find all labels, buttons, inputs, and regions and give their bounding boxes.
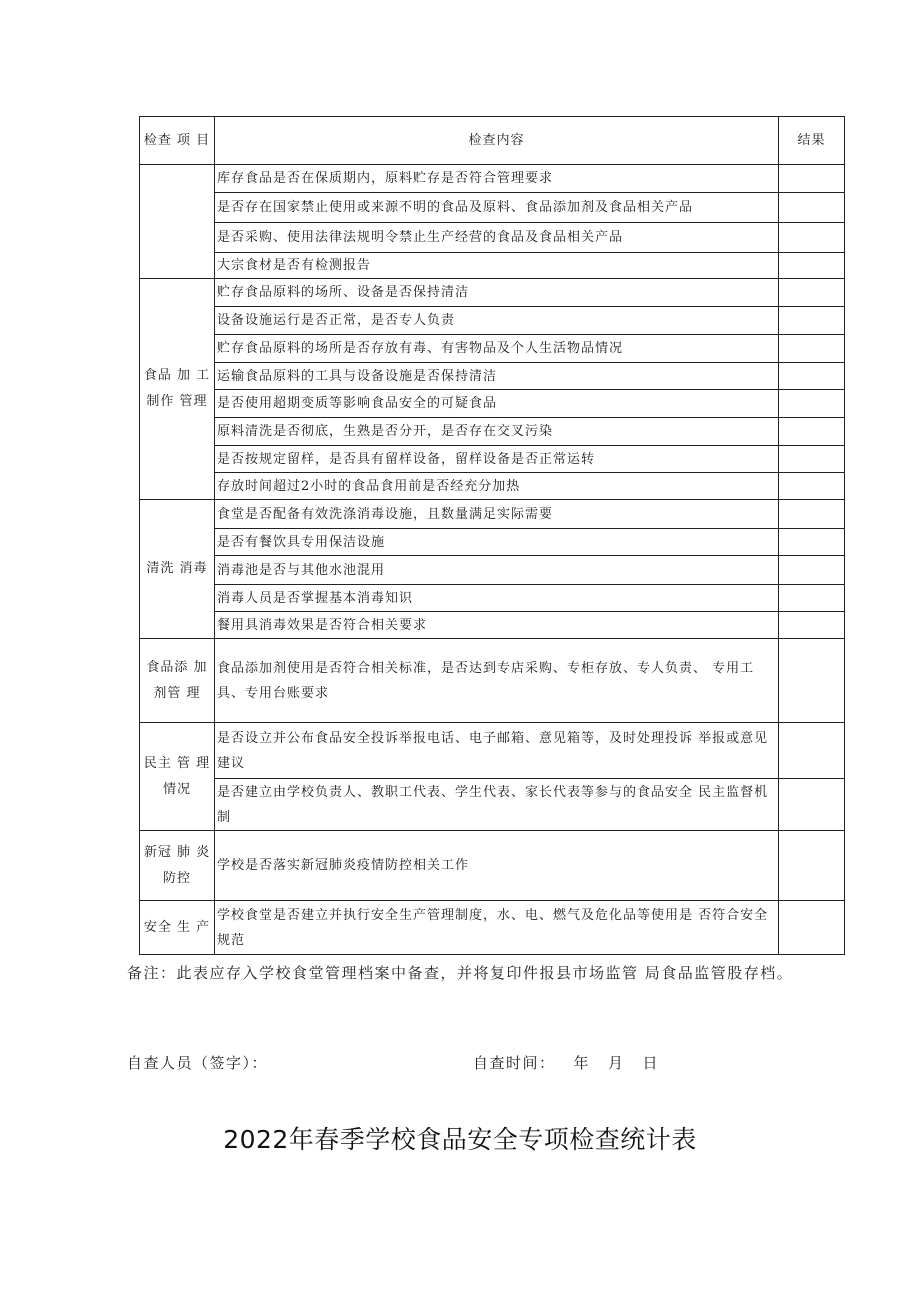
statistics-table-title: 2022年春季学校食品安全专项检查统计表 [223, 1125, 697, 1154]
content-cell: 库存食品是否在保质期内，原料贮存是否符合管理要求 [215, 165, 779, 193]
table-row [140, 473, 845, 500]
inspector-signature-label: 自查人员（签字）： [127, 1054, 269, 1072]
result-cell[interactable] [779, 500, 845, 529]
result-cell[interactable] [779, 165, 845, 193]
table-row [140, 390, 845, 418]
content-cell: 食品添加剂使用是否符合相关标准，是否达到专店采购、专柜存放、专人负责、 专用工具、专用台账要求 [215, 639, 779, 723]
header-content: 检查内容 [215, 117, 779, 165]
table-row [140, 901, 845, 955]
content-cell: 存放时间超过2小时的食品食用前是否经充分加热 [215, 473, 779, 500]
result-cell[interactable] [779, 556, 845, 585]
content-cell: 餐用具消毒效果是否符合相关要求 [215, 612, 779, 639]
header-result: 结果 [779, 117, 845, 165]
content-cell: 贮存食品原料的场所、设备是否保持清洁 [215, 279, 779, 307]
content-cell: 设备设施运行是否正常，是否专人负责 [215, 307, 779, 335]
result-cell[interactable] [779, 473, 845, 500]
category-cell: 新冠 肺 炎 防控 [140, 831, 215, 901]
result-cell[interactable] [779, 335, 845, 363]
content-cell: 大宗食材是否有检测报告 [215, 253, 779, 279]
table-row [140, 253, 845, 279]
content-cell: 是否建立由学校负责人、教职工代表、学生代表、家长代表等参与的食品安全 民主监督机制 [215, 779, 779, 831]
table-row [140, 585, 845, 612]
result-cell[interactable] [779, 529, 845, 556]
header-item: 检查 项 目 [140, 117, 215, 165]
result-cell[interactable] [779, 901, 845, 955]
table-row [140, 446, 845, 473]
result-cell[interactable] [779, 639, 845, 723]
table-row [140, 165, 845, 193]
content-cell: 是否采购、使用法律法规明令禁止生产经营的食品及食品相关产品 [215, 223, 779, 253]
content-cell: 学校是否落实新冠肺炎疫情防控相关工作 [215, 831, 779, 901]
content-cell: 学校食堂是否建立并执行安全生产管理制度，水、电、燃气及危化品等使用是 否符合安全规范 [215, 901, 779, 955]
table-row [140, 779, 845, 831]
content-cell: 运输食品原料的工具与设备设施是否保持清洁 [215, 363, 779, 390]
result-cell[interactable] [779, 390, 845, 418]
category-cell: 清洗 消毒 [140, 500, 215, 639]
content-cell: 贮存食品原料的场所是否存放有毒、有害物品及个人生活物品情况 [215, 335, 779, 363]
table-row [140, 363, 845, 390]
result-cell[interactable] [779, 831, 845, 901]
result-cell[interactable] [779, 279, 845, 307]
inspection-time-label: 自查时间： [473, 1054, 556, 1072]
content-cell: 食堂是否配备有效洗涤消毒设施，且数量满足实际需要 [215, 500, 779, 529]
table-row [140, 612, 845, 639]
remarks-note: 备注：此表应存入学校食堂管理档案中备查，并将复印件报县市场监管 局食品监管股存档。 [127, 964, 794, 982]
table-row [140, 529, 845, 556]
result-cell[interactable] [779, 585, 845, 612]
table-row [140, 500, 845, 529]
day-label: 日 [642, 1054, 660, 1072]
result-cell[interactable] [779, 446, 845, 473]
category-cell [140, 165, 215, 279]
result-cell[interactable] [779, 612, 845, 639]
category-cell: 食品添 加 剂管 理 [140, 639, 215, 723]
year-label: 年 [573, 1054, 591, 1072]
month-label: 月 [608, 1054, 625, 1072]
table-row [140, 723, 845, 779]
table-row [140, 556, 845, 585]
table-row [140, 223, 845, 253]
content-cell: 是否有餐饮具专用保洁设施 [215, 529, 779, 556]
category-cell: 食品 加 工 制作 管理 [140, 279, 215, 500]
table-row [140, 193, 845, 223]
table-row [140, 279, 845, 307]
content-cell: 原料清洗是否彻底，生熟是否分开，是否存在交叉污染 [215, 418, 779, 446]
content-cell: 消毒人员是否掌握基本消毒知识 [215, 585, 779, 612]
table-row [140, 831, 845, 901]
table-header-row [140, 117, 845, 165]
inspection-table [139, 116, 845, 955]
result-cell[interactable] [779, 193, 845, 223]
result-cell[interactable] [779, 363, 845, 390]
content-cell: 是否存在国家禁止使用或来源不明的食品及原料、食品添加剂及食品相关产品 [215, 193, 779, 223]
table-row [140, 307, 845, 335]
table-row [140, 639, 845, 723]
content-cell: 是否设立并公布食品安全投诉举报电话、电子邮箱、意见箱等，及时处理投诉 举报或意见建议 [215, 723, 779, 779]
table-row [140, 335, 845, 363]
result-cell[interactable] [779, 253, 845, 279]
result-cell[interactable] [779, 723, 845, 779]
category-cell: 民主 管 理 情况 [140, 723, 215, 831]
result-cell[interactable] [779, 307, 845, 335]
category-cell: 安全 生 产 [140, 901, 215, 955]
result-cell[interactable] [779, 779, 845, 831]
inspection-time [473, 1052, 659, 1073]
content-cell: 消毒池是否与其他水池混用 [215, 556, 779, 585]
result-cell[interactable] [779, 223, 845, 253]
table-row [140, 418, 845, 446]
result-cell[interactable] [779, 418, 845, 446]
content-cell: 是否按规定留样，是否具有留样设备，留样设备是否正常运转 [215, 446, 779, 473]
content-cell: 是否使用超期变质等影响食品安全的可疑食品 [215, 390, 779, 418]
